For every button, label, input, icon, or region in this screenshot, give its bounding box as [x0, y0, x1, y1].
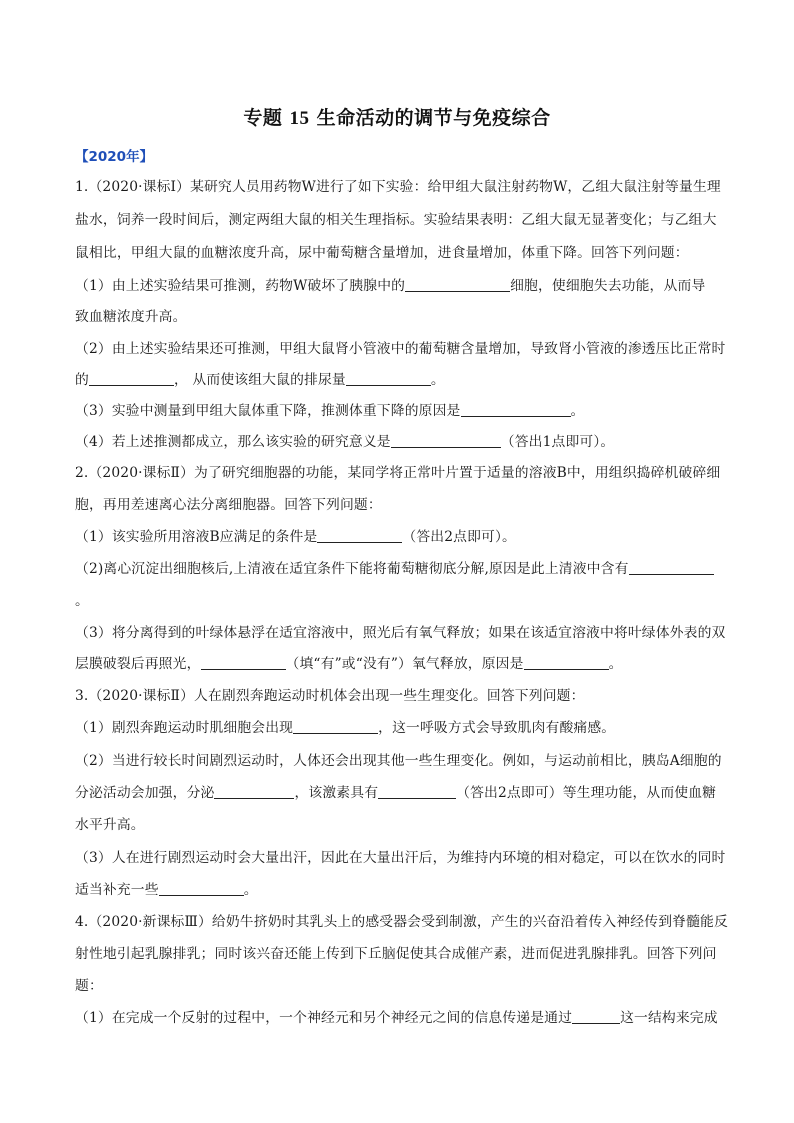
- q1-line-2: 盐水，饲养一段时间后，测定两组大鼠的相关生理指标。实验结果表明：乙组大鼠无显著变化；与乙组大: [75, 212, 717, 228]
- text: （2)离心沉淀出细胞核后,上清液在适宜条件下能将葡萄糖彻底分解,原因是此上清液中含有: [75, 561, 629, 577]
- text: 的: [75, 372, 89, 388]
- q1-line-1: 1.（2020·课标Ⅰ）某研究人员用药物W进行了如下实验：给甲组大鼠注射药物W，乙组大鼠注射等量生理: [75, 179, 721, 195]
- answer-blank: [378, 784, 456, 799]
- q1-part2-line: （2）由上述实验结果还可推测，甲组大鼠肾小管液中的葡萄糖含量增加，导致肾小管液的渗透压比正常时: [75, 341, 726, 357]
- text: （1）剧烈奔跑运动时肌细胞会出现: [75, 720, 294, 736]
- text: （3）实验中测量到甲组大鼠体重下降，推测体重下降的原因是: [75, 403, 461, 419]
- q1-part3-line: [75, 401, 725, 421]
- q4-line-2: 射性地引起乳腺排乳；同时该兴奋还能上传到下丘脑促使其合成催产素，进而促进乳腺排乳。回答下列问: [75, 946, 717, 962]
- answer-blank: [405, 277, 510, 292]
- text: （填“有”或“没有”）氧气释放，原因是: [285, 656, 524, 672]
- title-text: 生命活动的调节与免疫综合: [316, 107, 551, 129]
- q1-part2-cont: [75, 370, 725, 390]
- q3-part2-line: （2）当进行较长时间剧烈运动时，人体还会出现其他一些生理变化。例如，与运动前相比，胰岛A细胞的: [75, 753, 722, 769]
- text: （4）若上述推测都成立，那么该实验的研究意义是: [75, 434, 391, 450]
- answer-blank: [317, 528, 402, 543]
- answer-blank: [214, 784, 294, 799]
- q4-line-1: 4.（2020·新课标Ⅲ）给奶牛挤奶时其乳头上的感受器会受到制激，产生的兴奋沿着传入神经传到脊髓能反: [75, 914, 728, 930]
- text: 细胞，使细胞失去功能，从而导: [510, 278, 706, 294]
- q2-line-1: 2.（2020·课标Ⅱ）为了研究细胞器的功能，某同学将正常叶片置于适量的溶液B中，用组织捣碎机破碎细: [75, 465, 721, 481]
- section-heading-2020: 【2020年】: [75, 149, 154, 165]
- q1-part1-cont: 致血糖浓度升高。: [75, 309, 187, 325]
- q4-line-3: 题：: [75, 978, 103, 994]
- q3-part2-cont: [75, 783, 725, 803]
- q3-part3-cont: [75, 880, 725, 900]
- text: （答出2点即可）。: [402, 529, 516, 545]
- page-title: [0, 103, 794, 130]
- text: （1）在完成一个反射的过程中，一个神经元和另个神经元之间的信息传递是通过: [75, 1010, 573, 1026]
- text: 。: [570, 403, 585, 419]
- q2-line-2: 胞，再用差速离心法分离细胞器。回答下列问题：: [75, 497, 382, 513]
- answer-blank: [391, 433, 501, 448]
- text: ， 从而使该组大鼠的排尿量: [173, 372, 346, 388]
- text: 这一结构来完成: [620, 1010, 718, 1026]
- answer-blank: [346, 371, 431, 386]
- answer-blank: [201, 655, 286, 670]
- q1-line-3: 鼠相比，甲组大鼠的血糖浓度升高，尿中葡萄糖含量增加，进食量增加，体重下降。回答下列问题：: [75, 245, 689, 261]
- answer-blank: [293, 719, 378, 734]
- text: （1）该实验所用溶液B应满足的条件是: [75, 529, 318, 545]
- answer-blank: [461, 402, 571, 417]
- text: 。: [608, 656, 623, 672]
- text: 。: [243, 882, 258, 898]
- answer-blank: [89, 371, 174, 386]
- answer-blank: [159, 881, 244, 896]
- q2-part2-cont: 。: [75, 593, 89, 609]
- text: 适当补充一些: [75, 882, 159, 898]
- answer-blank: [572, 1009, 620, 1024]
- text: （1）由上述实验结果可推测，药物W破坏了胰腺中的: [75, 278, 406, 294]
- q2-part3-line: （3）将分离得到的叶绿体悬浮在适宜溶液中，照光后有氧气释放；如果在该适宜溶液中将叶绿体外表的双: [75, 625, 726, 641]
- q3-part3-line: （3）人在进行剧烈运动时会大量出汗，因此在大量出汗后，为维持内环境的相对稳定，可以在饮水的同时: [75, 850, 726, 866]
- q3-part1-line: [75, 718, 725, 738]
- q2-part2-line: [75, 559, 725, 579]
- q2-part1-line: [75, 527, 725, 547]
- q4-part1-line: [75, 1008, 725, 1028]
- text: （答出2点即可）等生理功能，从而使血糖: [456, 785, 717, 801]
- q3-line-1: 3.（2020·课标Ⅱ）人在剧烈奔跑运动时机体会出现一些生理变化。回答下列问题：: [75, 688, 585, 704]
- answer-blank: [629, 560, 714, 575]
- q2-part3-cont: [75, 654, 725, 674]
- title-number: 15: [289, 108, 310, 129]
- answer-blank: [524, 655, 609, 670]
- text: 层膜破裂后再照光，: [75, 656, 201, 672]
- q1-part4-line: [75, 432, 725, 452]
- q1-part1-line: [75, 276, 725, 296]
- text: ，这一呼吸方式会导致肌肉有酸痛感。: [378, 720, 616, 736]
- text: 。: [430, 372, 445, 388]
- text: （答出1点即可）。: [500, 434, 615, 450]
- text: ，该激素具有: [294, 785, 379, 801]
- q3-part2-cont2: 水平升高。: [75, 817, 145, 833]
- text: 分泌活动会加强，分泌: [75, 785, 215, 801]
- title-prefix: 专题: [243, 107, 283, 129]
